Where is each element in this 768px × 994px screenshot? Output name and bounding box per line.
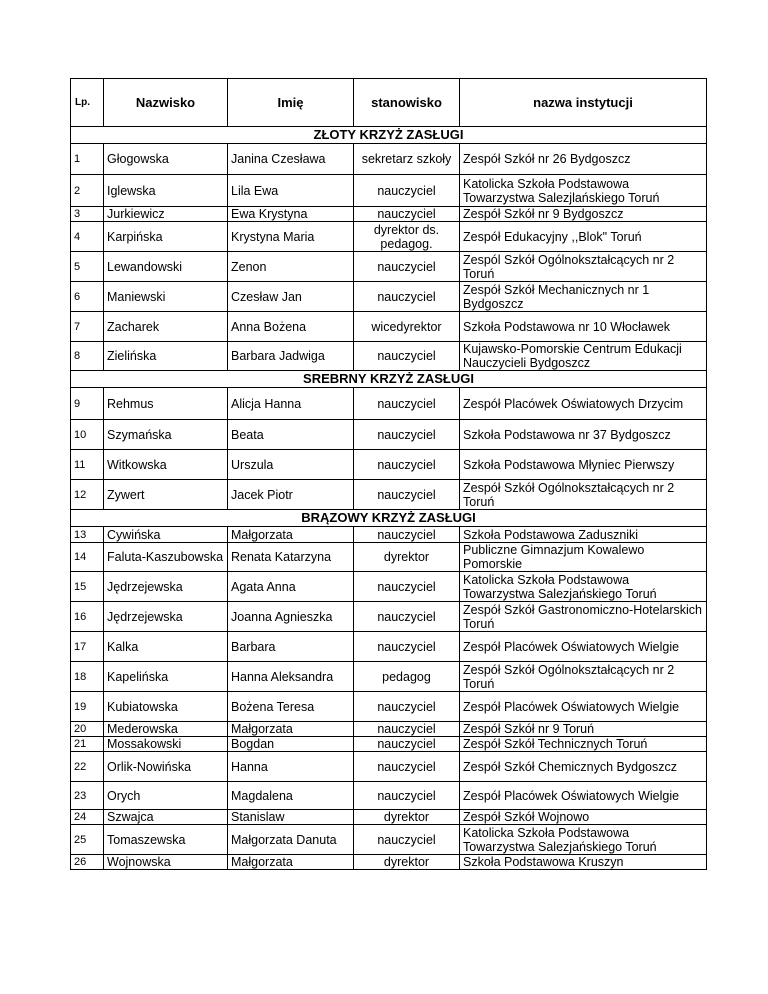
cell-instytucja: Zespół Szkół Mechanicznych nr 1 Bydgoszcz <box>460 282 707 312</box>
cell-lp: 2 <box>71 175 104 207</box>
cell-instytucja: Szkoła Podstawowa nr 10 Włocławek <box>460 312 707 342</box>
cell-imie: Janina Czesława <box>228 144 354 175</box>
cell-nazwisko: Jędrzejewska <box>104 572 228 602</box>
cell-imie: Ewa Krystyna <box>228 207 354 222</box>
table-row <box>71 825 707 855</box>
section-title: SREBRNY KRZYŻ ZASŁUGI <box>71 371 707 388</box>
cell-instytucja: Katolicka Szkoła Podstawowa Towarzystwa Salezjańskiego Toruń <box>460 572 707 602</box>
cell-stanowisko: dyrektor <box>354 810 460 825</box>
cell-imie: Czesław Jan <box>228 282 354 312</box>
table-row <box>71 855 707 870</box>
header-instytucja: nazwa instytucji <box>460 79 707 127</box>
cell-lp: 14 <box>71 543 104 572</box>
cell-nazwisko: Mossakowski <box>104 737 228 752</box>
cell-lp: 9 <box>71 388 104 420</box>
table-row <box>71 572 707 602</box>
cell-instytucja: Publiczne Gimnazjum Kowalewo Pomorskie <box>460 543 707 572</box>
table-row <box>71 662 707 692</box>
cell-instytucja: Zespól Szkół Ogólnokształcących nr 2 Toruń <box>460 252 707 282</box>
cell-stanowisko: pedagog <box>354 662 460 692</box>
cell-nazwisko: Kubiatowska <box>104 692 228 722</box>
cell-instytucja: Szkoła Podstawowa Zaduszniki <box>460 527 707 543</box>
cell-nazwisko: Lewandowski <box>104 252 228 282</box>
cell-lp: 24 <box>71 810 104 825</box>
cell-stanowisko: nauczyciel <box>354 388 460 420</box>
table-row <box>71 737 707 752</box>
cell-nazwisko: Jędrzejewska <box>104 602 228 632</box>
cell-stanowisko: nauczyciel <box>354 252 460 282</box>
cell-imie: Hanna Aleksandra <box>228 662 354 692</box>
cell-nazwisko: Karpińska <box>104 222 228 252</box>
section-row <box>71 127 707 144</box>
cell-instytucja: Katolicka Szkoła Podstawowa Towarzystwa Salezjańskiego Toruń <box>460 825 707 855</box>
cell-instytucja: Zespół Szkół Wojnowo <box>460 810 707 825</box>
cell-imie: Hanna <box>228 752 354 782</box>
cell-instytucja: Szkoła Podstawowa Młyniec Pierwszy <box>460 450 707 480</box>
cell-nazwisko: Zywert <box>104 480 228 510</box>
table-row <box>71 282 707 312</box>
header-stanowisko: stanowisko <box>354 79 460 127</box>
table-row <box>71 632 707 662</box>
cell-stanowisko: nauczyciel <box>354 207 460 222</box>
cell-imie: Krystyna Maria <box>228 222 354 252</box>
cell-lp: 25 <box>71 825 104 855</box>
cell-lp: 18 <box>71 662 104 692</box>
cell-instytucja: Zespół Szkół Chemicznych Bydgoszcz <box>460 752 707 782</box>
cell-imie: Beata <box>228 420 354 450</box>
cell-instytucja: Szkoła Podstawowa nr 37 Bydgoszcz <box>460 420 707 450</box>
cell-imie: Bogdan <box>228 737 354 752</box>
cell-nazwisko: Kalka <box>104 632 228 662</box>
cell-instytucja: Zespół Szkół nr 26 Bydgoszcz <box>460 144 707 175</box>
cell-imie: Joanna Agnieszka <box>228 602 354 632</box>
cell-lp: 15 <box>71 572 104 602</box>
cell-stanowisko: dyrektor <box>354 855 460 870</box>
cell-nazwisko: Jurkiewicz <box>104 207 228 222</box>
cell-nazwisko: Zielińska <box>104 342 228 371</box>
cell-nazwisko: Witkowska <box>104 450 228 480</box>
header-imie: Imię <box>228 79 354 127</box>
cell-instytucja: Zespół Placówek Oświatowych Wielgie <box>460 692 707 722</box>
cell-stanowisko: nauczyciel <box>354 825 460 855</box>
cell-instytucja: Zespół Placówek Oświatowych Wielgie <box>460 782 707 810</box>
cell-imie: Lila Ewa <box>228 175 354 207</box>
cell-stanowisko: nauczyciel <box>354 632 460 662</box>
table-row <box>71 543 707 572</box>
cell-stanowisko: nauczyciel <box>354 420 460 450</box>
table-row <box>71 527 707 543</box>
cell-stanowisko: nauczyciel <box>354 737 460 752</box>
cell-nazwisko: Orych <box>104 782 228 810</box>
cell-stanowisko: dyrektor ds. pedagog. <box>354 222 460 252</box>
cell-lp: 12 <box>71 480 104 510</box>
cell-nazwisko: Orlik-Nowińska <box>104 752 228 782</box>
cell-nazwisko: Wojnowska <box>104 855 228 870</box>
cell-stanowisko: nauczyciel <box>354 692 460 722</box>
table-row <box>71 692 707 722</box>
table-row <box>71 144 707 175</box>
cell-nazwisko: Faluta-Kaszubowska <box>104 543 228 572</box>
section-row <box>71 510 707 527</box>
table-row <box>71 175 707 207</box>
cell-stanowisko: nauczyciel <box>354 602 460 632</box>
cell-nazwisko: Iglewska <box>104 175 228 207</box>
cell-stanowisko: wicedyrektor <box>354 312 460 342</box>
cell-instytucja: Zespół Szkół nr 9 Toruń <box>460 722 707 737</box>
cell-lp: 22 <box>71 752 104 782</box>
cell-instytucja: Zespół Szkół Gastronomiczno-Hotelarskich Toruń <box>460 602 707 632</box>
cell-nazwisko: Mederowska <box>104 722 228 737</box>
cell-stanowisko: nauczyciel <box>354 752 460 782</box>
cell-nazwisko: Rehmus <box>104 388 228 420</box>
table-row <box>71 388 707 420</box>
cell-imie: Stanislaw <box>228 810 354 825</box>
cell-lp: 23 <box>71 782 104 810</box>
award-table <box>70 78 707 870</box>
cell-nazwisko: Kapelińska <box>104 662 228 692</box>
header-nazwisko: Nazwisko <box>104 79 228 127</box>
table-row <box>71 222 707 252</box>
cell-stanowisko: nauczyciel <box>354 450 460 480</box>
cell-stanowisko: sekretarz szkoły <box>354 144 460 175</box>
cell-lp: 21 <box>71 737 104 752</box>
header-lp: Lp. <box>71 79 104 127</box>
cell-imie: Zenon <box>228 252 354 282</box>
cell-lp: 11 <box>71 450 104 480</box>
cell-instytucja: Zespół Szkół Ogólnokształcących nr 2 Toruń <box>460 480 707 510</box>
cell-imie: Alicja Hanna <box>228 388 354 420</box>
cell-imie: Anna Bożena <box>228 312 354 342</box>
table-row <box>71 480 707 510</box>
cell-stanowisko: nauczyciel <box>354 175 460 207</box>
cell-stanowisko: nauczyciel <box>354 722 460 737</box>
cell-lp: 1 <box>71 144 104 175</box>
cell-lp: 5 <box>71 252 104 282</box>
cell-instytucja: Kujawsko-Pomorskie Centrum Edukacji Nauczycieli Bydgoszcz <box>460 342 707 371</box>
cell-nazwisko: Głogowska <box>104 144 228 175</box>
table-row <box>71 722 707 737</box>
cell-imie: Barbara Jadwiga <box>228 342 354 371</box>
header-row <box>71 79 707 127</box>
cell-imie: Małgorzata <box>228 722 354 737</box>
table-row <box>71 810 707 825</box>
cell-imie: Agata Anna <box>228 572 354 602</box>
cell-lp: 7 <box>71 312 104 342</box>
cell-lp: 13 <box>71 527 104 543</box>
cell-lp: 8 <box>71 342 104 371</box>
cell-imie: Małgorzata <box>228 855 354 870</box>
cell-nazwisko: Cywińska <box>104 527 228 543</box>
cell-stanowisko: nauczyciel <box>354 572 460 602</box>
cell-lp: 19 <box>71 692 104 722</box>
cell-lp: 10 <box>71 420 104 450</box>
cell-instytucja: Zespół Placówek Oświatowych Wielgie <box>460 632 707 662</box>
cell-lp: 3 <box>71 207 104 222</box>
cell-stanowisko: nauczyciel <box>354 480 460 510</box>
table-row <box>71 252 707 282</box>
section-title: BRĄZOWY KRZYŻ ZASŁUGI <box>71 510 707 527</box>
cell-imie: Małgorzata <box>228 527 354 543</box>
cell-lp: 6 <box>71 282 104 312</box>
cell-instytucja: Zespół Placówek Oświatowych Drzycim <box>460 388 707 420</box>
cell-lp: 16 <box>71 602 104 632</box>
cell-imie: Jacek Piotr <box>228 480 354 510</box>
cell-nazwisko: Tomaszewska <box>104 825 228 855</box>
cell-instytucja: Zespół Edukacyjny ,,Blok" Toruń <box>460 222 707 252</box>
cell-lp: 4 <box>71 222 104 252</box>
cell-nazwisko: Szymańska <box>104 420 228 450</box>
section-title: ZŁOTY KRZYŻ ZASŁUGI <box>71 127 707 144</box>
cell-imie: Renata Katarzyna <box>228 543 354 572</box>
table-row <box>71 342 707 371</box>
cell-nazwisko: Zacharek <box>104 312 228 342</box>
cell-instytucja: Zespół Szkół Technicznych Toruń <box>460 737 707 752</box>
cell-instytucja: Zespół Szkół Ogólnokształcących nr 2 Toruń <box>460 662 707 692</box>
table-row <box>71 312 707 342</box>
cell-lp: 20 <box>71 722 104 737</box>
table-row <box>71 207 707 222</box>
cell-instytucja: Szkoła Podstawowa Kruszyn <box>460 855 707 870</box>
cell-lp: 17 <box>71 632 104 662</box>
cell-imie: Bożena Teresa <box>228 692 354 722</box>
cell-stanowisko: nauczyciel <box>354 282 460 312</box>
cell-stanowisko: nauczyciel <box>354 342 460 371</box>
cell-stanowisko: nauczyciel <box>354 527 460 543</box>
cell-nazwisko: Szwajca <box>104 810 228 825</box>
table-row <box>71 420 707 450</box>
cell-lp: 26 <box>71 855 104 870</box>
cell-imie: Urszula <box>228 450 354 480</box>
table-row <box>71 782 707 810</box>
cell-instytucja: Katolicka Szkoła Podstawowa Towarzystwa Salezjlańskiego Toruń <box>460 175 707 207</box>
table-row <box>71 602 707 632</box>
cell-imie: Małgorzata Danuta <box>228 825 354 855</box>
section-row <box>71 371 707 388</box>
cell-instytucja: Zespół Szkół nr 9 Bydgoszcz <box>460 207 707 222</box>
table-row <box>71 450 707 480</box>
cell-imie: Barbara <box>228 632 354 662</box>
table-row <box>71 752 707 782</box>
cell-stanowisko: dyrektor <box>354 543 460 572</box>
cell-nazwisko: Maniewski <box>104 282 228 312</box>
cell-stanowisko: nauczyciel <box>354 782 460 810</box>
cell-imie: Magdalena <box>228 782 354 810</box>
award-list-sheet <box>70 78 706 870</box>
